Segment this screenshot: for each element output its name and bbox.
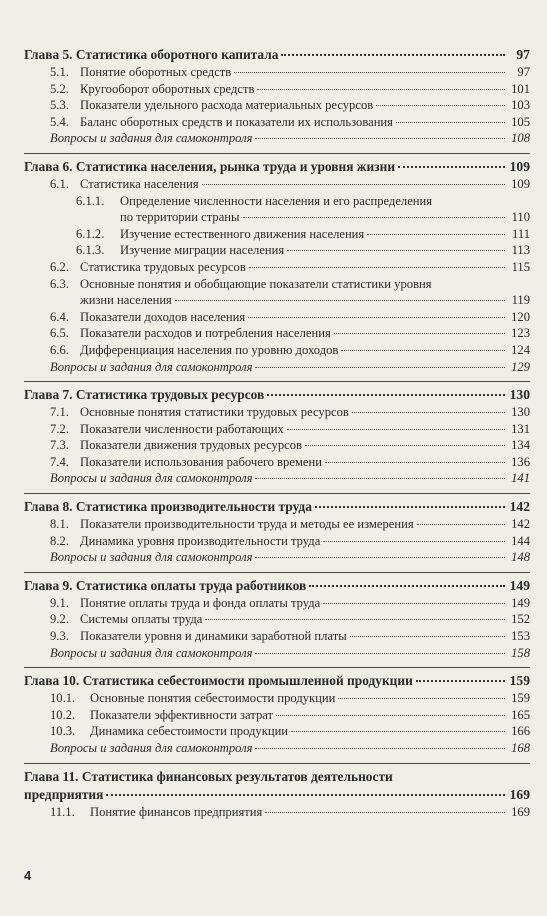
- chapter-spacer: [24, 820, 530, 826]
- dot-leader: [287, 429, 505, 430]
- toc-entry[interactable]: [24, 437, 530, 454]
- entry-title: Баланс оборотных средств и показатели их использования: [80, 114, 393, 129]
- dot-leader: [338, 698, 505, 699]
- entry-page: 136: [511, 454, 530, 469]
- entry-number: 10.2.: [50, 707, 76, 722]
- entry-page: 105: [511, 114, 530, 129]
- dot-leader: [309, 585, 505, 587]
- dot-leader: [202, 184, 505, 185]
- dot-leader: [175, 300, 505, 301]
- entry-title: Вопросы и задания для самоконтроля: [50, 359, 253, 374]
- self-check-questions[interactable]: [24, 549, 530, 566]
- entry-title: Статистика трудовых ресурсов: [80, 259, 246, 274]
- dot-leader: [341, 350, 505, 351]
- entry-title: Кругооборот оборотных средств: [80, 81, 255, 96]
- toc-entry[interactable]: [24, 81, 530, 98]
- entry-number: 9.2.: [50, 612, 69, 627]
- dot-leader: [376, 105, 505, 106]
- toc-entry[interactable]: [24, 516, 530, 533]
- entry-page: 159: [511, 691, 530, 706]
- toc-entry[interactable]: [24, 723, 530, 740]
- entry-number: 9.1.: [50, 595, 69, 610]
- entry-number: 10.1.: [50, 691, 76, 706]
- dot-leader: [267, 394, 505, 396]
- entry-number: 11.1.: [50, 804, 75, 819]
- entry-number: 5.4.: [50, 114, 69, 129]
- entry-title: по территории страны: [120, 210, 240, 225]
- chapter-heading[interactable]: [24, 42, 530, 64]
- entry-page: 134: [511, 438, 530, 453]
- entry-page: 109: [511, 176, 530, 191]
- toc-entry[interactable]: [24, 421, 530, 438]
- entry-title: жизни населения: [80, 293, 172, 308]
- chapter-heading[interactable]: [24, 786, 530, 804]
- entry-title: Понятие оплаты труда и фонда оплаты труда: [80, 595, 321, 610]
- toc-entry[interactable]: [24, 325, 530, 342]
- entry-page: 152: [511, 612, 530, 627]
- self-check-questions[interactable]: [24, 470, 530, 487]
- entry-title: Вопросы и задания для самоконтроля: [50, 550, 253, 565]
- entry-title: Вопросы и задания для самоконтроля: [50, 741, 253, 755]
- entry-title: Изучение естественного движения населения: [120, 226, 365, 241]
- dot-leader: [350, 636, 505, 637]
- chapter-title: Глава 11. Статистика финансовых результатов деятельности: [24, 768, 393, 784]
- dot-leader: [243, 217, 505, 218]
- entry-number: 6.6.: [50, 342, 69, 357]
- dot-leader: [334, 333, 505, 334]
- entry-number: 6.2.: [50, 259, 69, 274]
- entry-number: 7.1.: [50, 405, 69, 420]
- dot-leader: [255, 138, 505, 139]
- chapter-block: [24, 493, 530, 572]
- dot-leader: [249, 267, 505, 268]
- entry-title: предприятия: [24, 786, 104, 802]
- toc-entry[interactable]: [24, 97, 530, 114]
- entry-page: 153: [511, 629, 530, 644]
- dot-leader: [287, 250, 505, 251]
- entry-number: 9.3.: [50, 629, 69, 644]
- dot-leader: [248, 317, 505, 318]
- entry-number: 6.1.3.: [76, 243, 105, 258]
- entry-page: 149: [509, 577, 530, 593]
- entry-page: 124: [511, 342, 530, 357]
- entry-number: 6.1.: [50, 176, 69, 191]
- dot-leader: [323, 541, 505, 542]
- entry-title: Глава 8. Статистика производительности труда: [24, 499, 312, 515]
- toc-entry[interactable]: [24, 690, 530, 707]
- entry-page: 130: [509, 387, 530, 403]
- chapter-heading[interactable]: [24, 668, 530, 690]
- entry-page: 159: [509, 673, 530, 689]
- dot-leader: [255, 478, 505, 479]
- toc-entry[interactable]: [24, 628, 530, 645]
- toc-entry[interactable]: [24, 176, 530, 193]
- entry-title: Системы оплаты труда: [80, 612, 203, 627]
- entry-title: Изучение миграции населения: [120, 243, 285, 258]
- dot-leader: [305, 445, 505, 446]
- toc-entry[interactable]: [24, 114, 530, 131]
- entry-number: 6.3.: [50, 276, 69, 291]
- entry-title: Показатели использования рабочего времени: [80, 454, 322, 469]
- table-of-contents: [24, 42, 530, 826]
- entry-number: 7.2.: [50, 421, 69, 436]
- dot-leader: [367, 234, 505, 235]
- chapter-block: [24, 42, 530, 153]
- entry-number: 7.3.: [50, 438, 69, 453]
- toc-entry[interactable]: [24, 404, 530, 421]
- toc-entry[interactable]: [24, 611, 530, 628]
- entry-page: 123: [511, 326, 530, 341]
- toc-entry[interactable]: [24, 533, 530, 550]
- entry-page: 165: [511, 707, 530, 722]
- entry-number: 5.1.: [50, 65, 69, 79]
- chapter-heading-line: [24, 764, 530, 786]
- entry-title: Вопросы и задания для самоконтроля: [50, 471, 253, 486]
- entry-title: Показатели производительности труда и методы ее измерения: [80, 517, 414, 532]
- chapter-heading[interactable]: [24, 382, 530, 404]
- dot-leader: [106, 794, 505, 796]
- dot-leader: [417, 524, 505, 525]
- entry-title: Понятие оборотных средств: [80, 65, 232, 79]
- entry-title: Динамика себестоимости продукции: [90, 724, 289, 739]
- dot-leader: [352, 412, 505, 413]
- toc-entry[interactable]: [24, 342, 530, 359]
- toc-entry[interactable]: [24, 595, 530, 612]
- entry-title: Статистика населения: [80, 176, 199, 191]
- toc-entry-line[interactable]: [24, 276, 530, 293]
- self-check-questions[interactable]: [24, 645, 530, 662]
- dot-leader: [323, 603, 505, 604]
- toc-entry[interactable]: [24, 309, 530, 326]
- entry-page: 142: [511, 517, 530, 532]
- entry-page: 111: [512, 226, 530, 241]
- toc-entry[interactable]: [24, 292, 530, 309]
- entry-page: 148: [511, 550, 530, 565]
- entry-number: 8.1.: [50, 517, 69, 532]
- entry-title: Определение численности населения и его распределения: [120, 193, 433, 208]
- dot-leader: [255, 748, 505, 749]
- entry-number: 5.3.: [50, 98, 69, 113]
- dot-leader: [255, 557, 505, 558]
- entry-page: 101: [511, 81, 530, 96]
- entry-title: Понятие финансов предприятия: [90, 804, 263, 819]
- toc-entry[interactable]: [24, 707, 530, 724]
- entry-title: Показатели уровня и динамики заработной платы: [80, 629, 347, 644]
- page-number: 4: [24, 868, 32, 883]
- dot-leader: [255, 367, 505, 368]
- entry-number: 10.3.: [50, 724, 76, 739]
- entry-page: 110: [511, 210, 530, 225]
- entry-title: Основные понятия и обобщающие показатели статистики уровня: [80, 276, 432, 291]
- entry-number: 6.4.: [50, 309, 69, 324]
- dot-leader: [416, 680, 505, 682]
- chapter-block: [24, 763, 530, 827]
- entry-title: Вопросы и задания для самоконтроля: [50, 645, 253, 660]
- entry-title: Вопросы и задания для самоконтроля: [50, 131, 253, 146]
- chapter-block: [24, 153, 530, 381]
- entry-page: 120: [511, 309, 530, 324]
- entry-page: 144: [511, 533, 530, 548]
- toc-entry[interactable]: [24, 242, 530, 259]
- toc-entry[interactable]: [24, 209, 530, 226]
- chapter-block: [24, 381, 530, 493]
- entry-page: 141: [511, 471, 530, 486]
- toc-entry-line[interactable]: [24, 193, 530, 210]
- entry-page: 97: [516, 47, 530, 62]
- entry-page: 149: [511, 595, 530, 610]
- entry-page: 169: [511, 804, 530, 819]
- entry-page: 109: [509, 158, 530, 174]
- entry-title: Показатели доходов населения: [80, 309, 246, 324]
- entry-title: Показатели удельного расхода материальных ресурсов: [80, 98, 374, 113]
- dot-leader: [281, 54, 505, 56]
- self-check-questions[interactable]: [24, 359, 530, 376]
- dot-leader: [205, 619, 505, 620]
- self-check-questions[interactable]: [24, 740, 530, 757]
- toc-entry[interactable]: [24, 226, 530, 243]
- entry-title: Основные понятия статистики трудовых ресурсов: [80, 405, 349, 420]
- dot-leader: [325, 462, 505, 463]
- entry-title: Показатели численности работающих: [80, 421, 284, 436]
- dot-leader: [398, 166, 505, 168]
- entry-title: Основные понятия себестоимости продукции: [90, 691, 336, 706]
- dot-leader: [396, 122, 505, 123]
- self-check-questions[interactable]: [24, 130, 530, 147]
- entry-number: 8.2.: [50, 533, 69, 548]
- entry-number: 6.1.2.: [76, 226, 105, 241]
- chapter-heading[interactable]: [24, 573, 530, 595]
- toc-entry[interactable]: [24, 454, 530, 471]
- chapter-heading[interactable]: [24, 154, 530, 176]
- entry-title: Показатели расходов и потребления населения: [80, 326, 331, 341]
- entry-page: 119: [511, 293, 530, 308]
- entry-page: 103: [511, 98, 530, 113]
- toc-entry[interactable]: [24, 64, 530, 81]
- entry-page: 115: [511, 259, 530, 274]
- entry-title: Показатели движения трудовых ресурсов: [80, 438, 302, 453]
- entry-title: Глава 7. Статистика трудовых ресурсов: [24, 387, 265, 403]
- entry-title: Глава 6. Статистика населения, рынка труда и уровня жизни: [24, 158, 396, 174]
- entry-number: 6.5.: [50, 326, 69, 341]
- entry-page: 158: [511, 645, 530, 660]
- entry-number: 6.1.1.: [76, 193, 105, 208]
- dot-leader: [255, 653, 505, 654]
- dot-leader: [265, 812, 505, 813]
- entry-number: 5.2.: [50, 81, 69, 96]
- entry-page: 113: [511, 243, 530, 258]
- entry-page: 142: [509, 499, 530, 515]
- entry-page: 130: [511, 405, 530, 420]
- entry-page: 131: [511, 421, 530, 436]
- dot-leader: [257, 89, 505, 90]
- chapter-block: [24, 667, 530, 762]
- entry-page: 129: [511, 359, 530, 374]
- entry-page: 168: [511, 741, 530, 755]
- dot-leader: [291, 731, 505, 732]
- entry-page: 166: [511, 724, 530, 739]
- entry-number: 7.4.: [50, 454, 69, 469]
- chapter-block: [24, 572, 530, 667]
- entry-title: Дифференциация населения по уровню доходов: [80, 342, 339, 357]
- chapter-heading[interactable]: [24, 494, 530, 516]
- dot-leader: [276, 715, 505, 716]
- entry-title: Глава 10. Статистика себестоимости промышленной продукции: [24, 673, 413, 689]
- dot-leader: [315, 506, 505, 508]
- entry-page: 169: [509, 786, 530, 802]
- toc-entry[interactable]: [24, 804, 530, 821]
- toc-entry[interactable]: [24, 259, 530, 276]
- entry-title: Показатели эффективности затрат: [90, 707, 274, 722]
- entry-page: 97: [517, 65, 530, 79]
- entry-title: Глава 5. Статистика оборотного капитала: [24, 47, 279, 62]
- entry-title: Глава 9. Статистика оплаты труда работников: [24, 577, 307, 593]
- dot-leader: [234, 72, 505, 73]
- entry-page: 108: [511, 131, 530, 146]
- entry-title: Динамика уровня производительности труда: [80, 533, 321, 548]
